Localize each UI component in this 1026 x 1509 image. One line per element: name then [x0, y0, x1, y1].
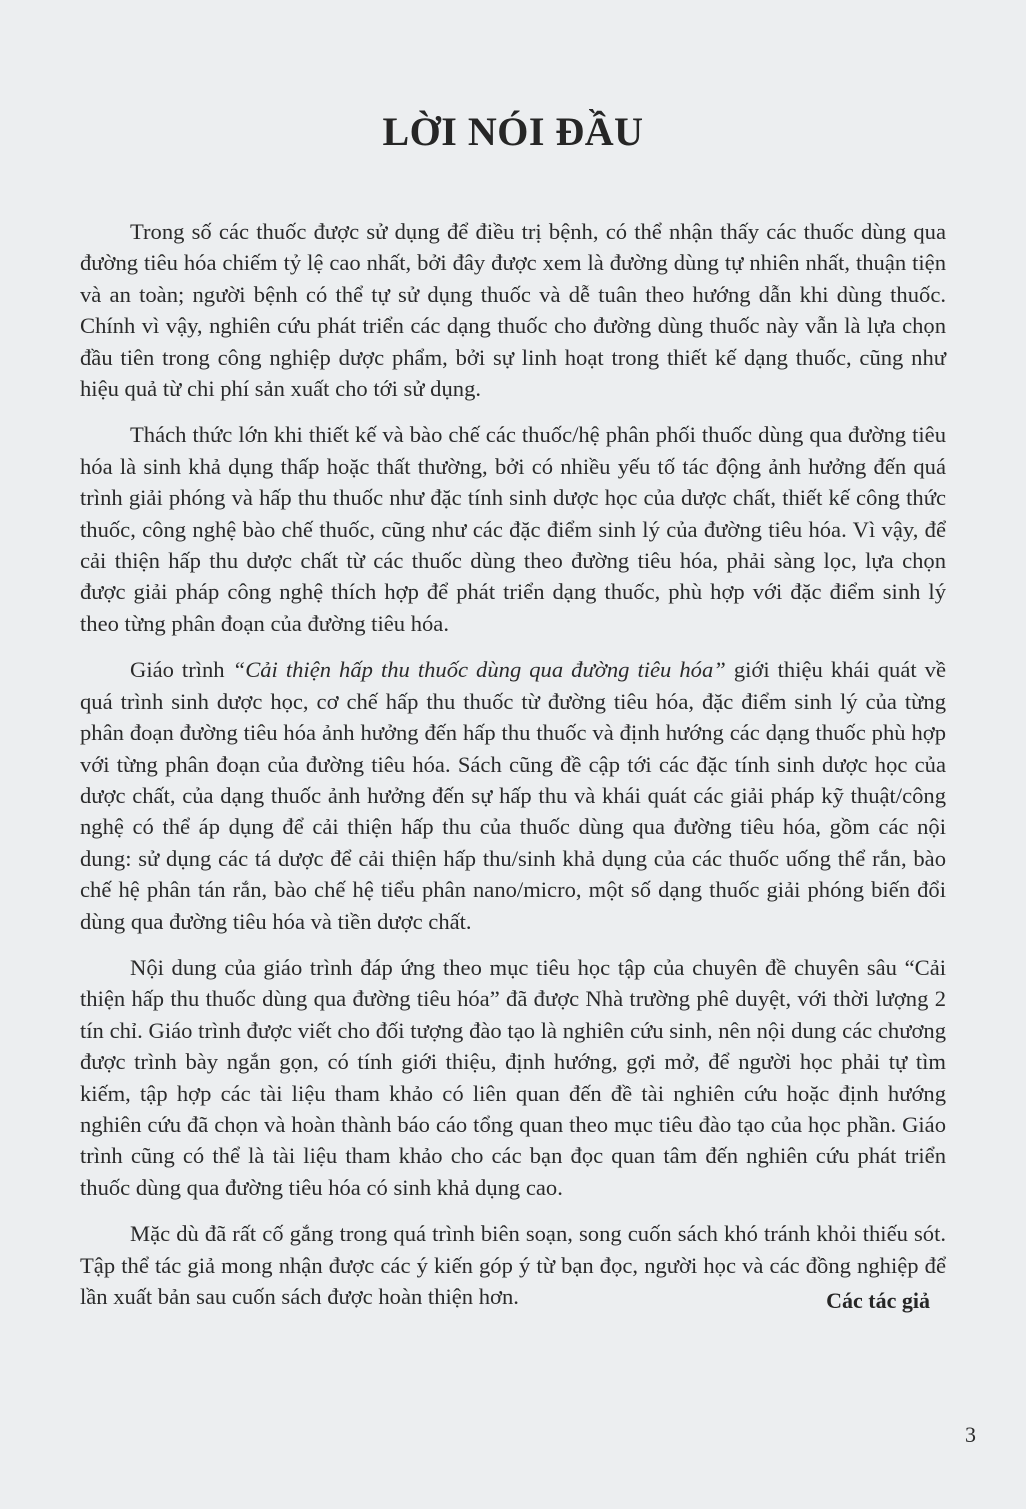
paragraph	[80, 952, 946, 1203]
paragraph	[80, 419, 946, 639]
paragraph-text: Mặc dù đã rất cố gắng trong quá trình biên soạn, song cuốn sách khó tránh khỏi thiếu sót. Tập thể tác giả mong nhận được các ý kiến góp ý từ bạn đọc, người học và các đồng nghiệp để lần xuất bản sau cuốn sách được hoàn thiện hơn.	[80, 1221, 946, 1309]
paragraph	[80, 216, 946, 404]
paragraph-text: Thách thức lớn khi thiết kế và bào chế các thuốc/hệ phân phối thuốc dùng qua đường tiêu hóa là sinh khả dụng thấp hoặc thất thường, bởi có nhiều yếu tố tác động ảnh hưởng đến quá trình giải phóng và hấp thu thuốc như đặc tính sinh dược học của dược chất, thiết kế công thức thuốc, công nghệ bào chế thuốc, cũng như các đặc điểm sinh lý của đường tiêu hóa. Vì vậy, để cải thiện hấp thu dược chất từ các thuốc dùng theo đường tiêu hóa, phải sàng lọc, lựa chọn được giải pháp công nghệ thích hợp để phát triển dạng thuốc, phù hợp với đặc điểm sinh lý theo từng phân đoạn của đường tiêu hóa.	[80, 422, 946, 636]
book-title-italic: “Cải thiện hấp thu thuốc dùng qua đường tiêu hóa”	[232, 657, 726, 683]
paragraph-text: Trong số các thuốc được sử dụng để điều trị bệnh, có thể nhận thấy các thuốc dùng qua đường tiêu hóa chiếm tỷ lệ cao nhất, bởi đây được xem là đường dùng tự nhiên nhất, thuận tiện và an toàn; người bệnh có thể tự sử dụng thuốc và dễ tuân theo hướng dẫn khi dùng thuốc. Chính vì vậy, nghiên cứu phát triển các dạng thuốc cho đường dùng thuốc này vẫn là lựa chọn đầu tiên trong công nghiệp dược phẩm, bởi sự linh hoạt trong thiết kế dạng thuốc, cũng như hiệu quả từ chi phí sản xuất cho tới sử dụng.	[80, 219, 946, 402]
paragraph	[80, 1218, 946, 1312]
paragraph-text: giới thiệu khái quát về quá trình sinh dược học, cơ chế hấp thu thuốc từ đường tiêu hóa, đặc điểm sinh lý của từng phân đoạn đường tiêu hóa ảnh hưởng đến hấp thu thuốc và định hướng các dạng thuốc phù hợp với từng phân đoạn của đường tiêu hóa. Sách cũng đề cập tới các đặc tính sinh dược học của dược chất, của dạng thuốc ảnh hưởng đến sự hấp thu và khái quát các giải pháp kỹ thuật/công nghệ có thể áp dụng để cải thiện hấp thu của thuốc dùng qua đường tiêu hóa, gồm các nội dung: sử dụng các tá dược để cải thiện hấp thu/sinh khả dụng của các thuốc uống thể rắn, bào chế hệ phân tán rắn, bào chế hệ tiểu phân nano/micro, một số dạng thuốc giải phóng biến đổi dùng qua đường tiêu hóa và tiền dược chất.	[80, 657, 946, 934]
preface-body	[80, 216, 946, 1327]
page-number: 3	[965, 1422, 976, 1447]
signature: Các tác giả	[826, 1288, 930, 1313]
paragraph	[80, 654, 946, 937]
paragraph-text: Nội dung của giáo trình đáp ứng theo mục tiêu học tập của chuyên đề chuyên sâu “Cải thiện hấp thu thuốc dùng qua đường tiêu hóa” đã được Nhà trường phê duyệt, với thời lượng 2 tín chỉ. Giáo trình được viết cho đối tượng đào tạo là nghiên cứu sinh, nên nội dung các chương được trình bày ngắn gọn, có tính giới thiệu, định hướng, gợi mở, để người học phải tự tìm kiếm, tập hợp các tài liệu tham khảo có liên quan đến đề tài nghiên cứu hoặc định hướng nghiên cứu đã chọn và hoàn thành báo cáo tổng quan theo mục tiêu đào tạo của học phần. Giáo trình cũng có thể là tài liệu tham khảo cho các bạn đọc quan tâm đến nghiên cứu phát triển thuốc dùng qua đường tiêu hóa có sinh khả dụng cao.	[80, 954, 946, 1200]
paragraph-text: Giáo trình	[130, 657, 233, 683]
page-title: LỜI NÓI ĐẦU	[382, 109, 644, 154]
